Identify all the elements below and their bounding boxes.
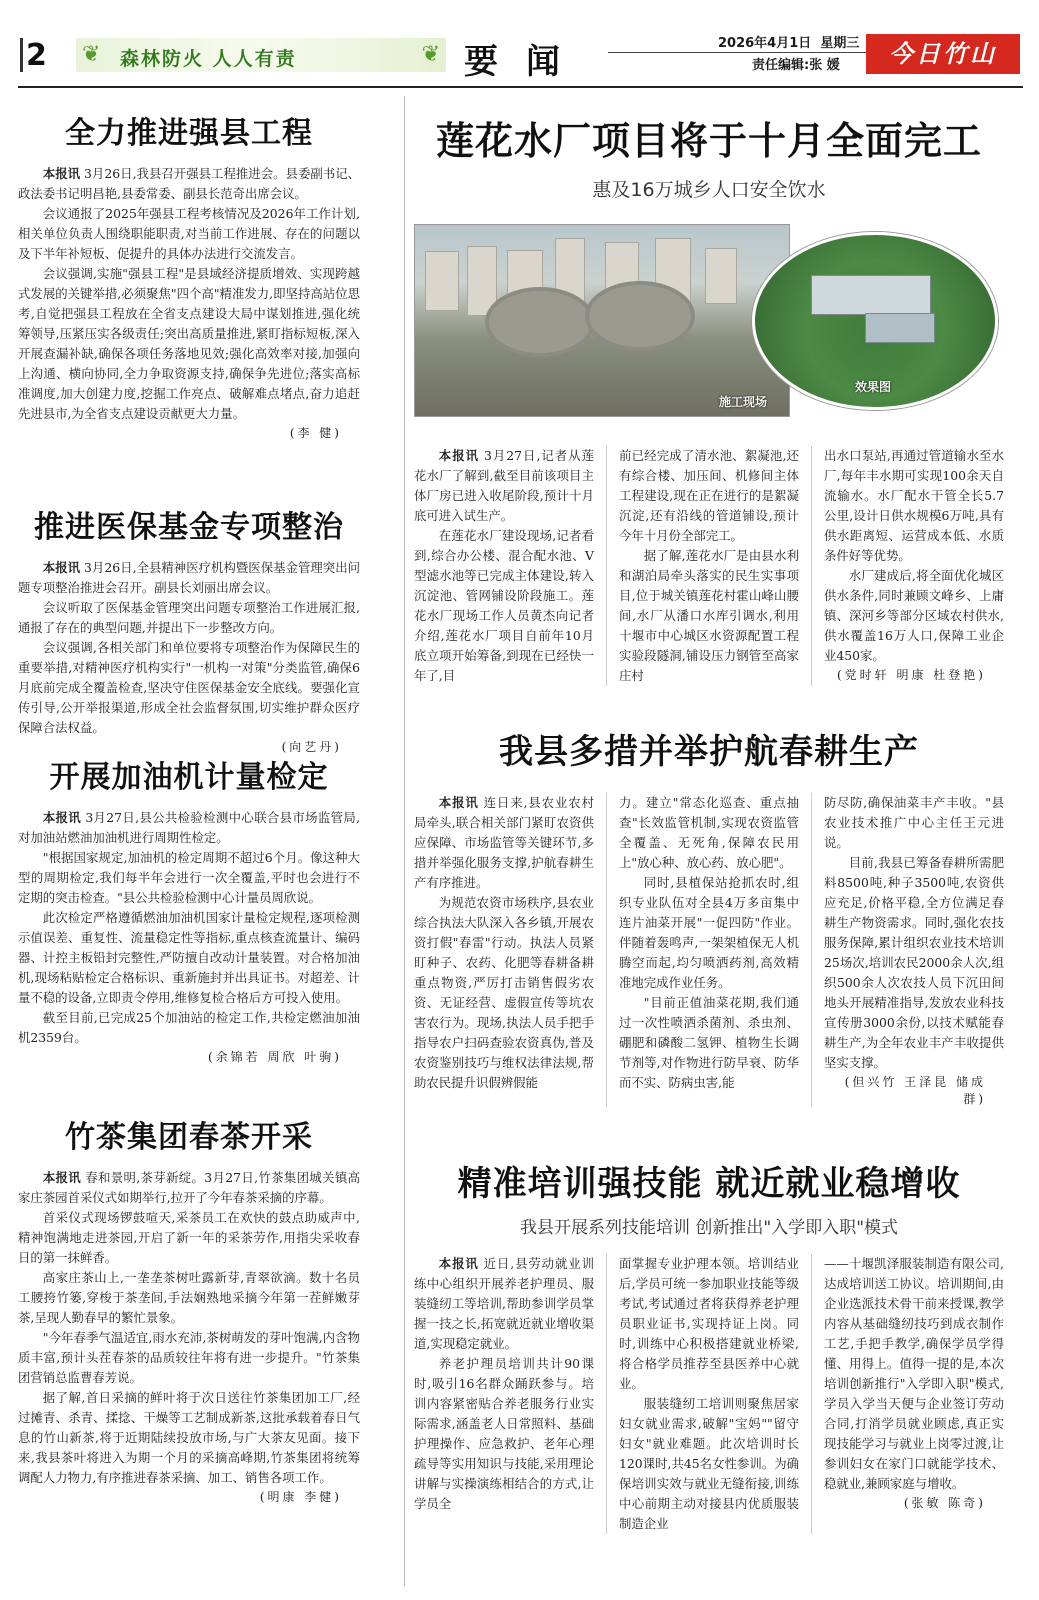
issue-date [718,32,859,51]
article-column [824,446,1004,666]
tank-shape [585,281,695,351]
paragraph: 会议通报了2025年强县工程考核情况及2026年工作计划,相关单位负责人围绕职能职责,对当前工作进展、存在的问题以及下半年补短板、促提升的具体办法进行交流发言。 [18,206,360,261]
article-title: 开展加油机计量检定 [49,760,329,795]
dateline: 本报讯 [42,810,82,825]
article-body [18,164,360,424]
paragraph: 会议强调,各相关部门和单位要将专项整治作为保障民生的重要举措,对精神医疗机构实行"一机构一对策"分类监管,确保6月底前完成全覆盖检查,坚决守住医保基金安全底线。要强化宣传引导,公开举报渠道,形成全社会监督氛围,切实维护群众医疗保障合法权益。 [18,640,360,735]
paragraph: 会议听取了医保基金管理突出问题专项整治工作进展汇报,通报了存在的典型问题,并提出下一步整改方向。 [18,600,360,635]
paragraph: 首采仪式现场锣鼓喧天,采茶员工在欢快的鼓点助威声中,精神饱满地走进茶园,开启了新一年的采茶劳作,用指尖采收春日的第一抹鲜香。 [18,1210,360,1265]
brand-logo: 今日竹山 [866,34,1020,74]
slogan-banner [76,38,446,72]
article-byline: (李 健) [289,426,342,440]
leaf-icon: ❦ [421,42,440,67]
header-rule [608,52,868,53]
article-body [18,558,360,738]
paragraph: 目前,我县已筹备春耕所需肥料8500吨,种子3500吨,农资供应充足,价格平稳,全方位满足春耕生产物资需求。同时,强化农技服务保障,累计组织农业技术培训25场次,培训农民2000余人次,组织500余人次农技人员下沉田间地头开展精准指导,发放农业科技宣传册3000余份,以技术赋能春耕生产,为全年农业丰产丰收提供坚实支撑。 [824,855,1004,1070]
paragraph: 会议强调,实施"强县工程"是县域经济提质增效、实现跨越式发展的关键举措,必须聚焦"四个高"精准发力,即坚持高站位思考,自觉把强县工程放在全省支点建设大局中谋划推进,强化统筹领导,压紧压实各级责任;突出高质量推进,紧盯指标短板,深入开展查漏补缺,确保各项任务落地见效;强化高效率对接,加强向上沟通、横向协同,全力争取资源支持,确保争先进位;落实高标准调度,加大创建力度,挖掘工作亮点、破解难点堵点,奋力追赶先进县市,为全省支点建设贡献更大力量。 [18,266,360,421]
article-byline: (向艺丹) [281,740,342,754]
article-title: 精准培训强技能 就近就业稳增收 [457,1164,961,1204]
article-body [18,1168,360,1488]
paragraph: 高家庄茶山上,一垄垄茶树吐露新芽,青翠欲滴。数十名员工腰挎竹篓,穿梭于茶垄间,手法娴熟地采摘今年第一茬鲜嫩芽茶,呈现人勤春早的繁忙景象。 [18,1270,360,1325]
paragraph: "根据国家规定,加油机的检定周期不超过6个月。像这种大型的周期检定,我们每半年会进行一次全覆盖,平时也会进行不定期的突击检查。"县公共检验检测中心计量员周欣说。 [18,850,360,905]
article-fuel-dispenser [18,752,360,1065]
column-rule [606,446,607,686]
paragraph: 水厂建成后,将全面优化城区供水条件,同时兼顾文峰乡、上庸镇、深河乡等部分区域农村供水,供水覆盖16万人口,保障工业企业450家。 [824,568,1004,663]
article-column [824,1254,1004,1494]
article-byline: (党时轩 明康 杜登艳) [837,668,986,682]
article-title: 竹茶集团春茶开采 [65,1120,313,1155]
column-rule [606,793,607,1107]
article-column [414,793,594,1107]
article-column [414,1254,594,1534]
weekday: 星期三 [820,36,860,51]
article-subtitle: 我县开展系列技能培训 创新推出"入学即入职"模式 [519,1218,899,1238]
page-number: 2 [26,38,47,73]
dateline: 本报讯 [42,166,81,181]
paragraph: 面掌握专业护理本领。培训结业后,学员可统一参加职业技能等级考试,考试通过者将获得养老护理员职业证书,实现持证上岗。同时,训练中心积极搭建就业桥梁,将合格学员推荐至县医养中心就业。 [619,1256,799,1391]
article-column [619,1254,799,1534]
paragraph: 本报讯 春和景明,茶芽新绽。3月27日,竹茶集团城关镇高家庄茶园首采仪式如期举行,拉开了今年春茶采摘的序幕。 [18,1170,361,1205]
paragraph: 防尽防,确保油菜丰产丰收。"县农业技术推广中心主任王元进说。 [824,795,1004,850]
masthead [18,30,1023,80]
article-column [619,793,799,1107]
column-divider [404,96,405,1586]
dateline: 本报讯 [438,448,480,463]
paragraph: "目前正值油菜花期,我们通过一次性喷洒杀菌剂、杀虫剂、硼肥和磷酸二氢钾、植物生长调节剂等,对作物进行防早衰、防华而不实、防病虫害,能 [619,995,799,1090]
slogan-text: 森林防火 人人有责 [120,48,297,70]
date: 2026年4月1日 [718,36,812,51]
article-body [18,808,360,1048]
photo-caption: 施工现场 [718,395,767,409]
paragraph: 本报讯 3月26日,全县精神医疗机构暨医保基金管理突出问题专项整治推进会召开。副县长刘丽出席会议。 [18,560,361,595]
rendering-photo [752,232,998,410]
column-rule [606,1254,607,1534]
article-medical-insurance [18,502,360,755]
article-byline: (张敏 陈奇) [903,1496,986,1510]
paragraph: 据了解,首日采摘的鲜叶将于次日送往竹茶集团加工厂,经过摊青、杀青、揉捻、干燥等工艺制成新茶,这批承载着春日气息的竹山新茶,将于近期陆续投放市场,与广大茶友见面。接下来,我县茶叶将进入为期一个月的采摘高峰期,竹茶集团将统筹调配人力物力,有序推进春茶采摘、加工、销售各项工作。 [18,1390,360,1485]
column-rule [811,1254,812,1534]
article-spring-tea [18,1112,360,1505]
article-title: 全力推进强县工程 [65,116,313,151]
paragraph: 前已经完成了清水池、絮凝池,还有综合楼、加压间、机修间主体工程建设,现在正在进行的是絮凝沉淀,还有沿线的管道铺设,预计今年十月份全部完工。 [619,448,799,543]
article-water-plant [414,110,1004,202]
article-title: 推进医保基金专项整治 [34,510,344,545]
paragraph: 本报讯 近日,县劳动就业训练中心组织开展养老护理员、服装缝纫工等培训,帮助参训学员掌握一技之长,拓宽就近就业增收渠道,实现稳定就业。 [414,1256,594,1351]
article-title: 我县多措并举护航春耕生产 [499,732,919,772]
article-column [619,446,799,686]
paragraph: 在莲花水厂建设现场,记者看到,综合办公楼、混合配水池、V型滤水池等已完成主体建设,转入沉淀池、管网铺设阶段施工。莲花水厂现场工作人员黄杰向记者介绍,莲花水厂项目自前年10月底立项开始筹备,到现在已经快一年了,目 [414,528,594,683]
paragraph: 本报讯 连日来,县农业农村局牵头,联合相关部门紧盯农资供应保障、市场监管等关键环节,多措并举强化服务支撑,护航春耕生产有序推进。 [414,795,594,890]
water-plant-body [414,446,1004,686]
dateline: 本报讯 [42,1170,82,1185]
paragraph: "今年春季气温适宜,雨水充沛,茶树萌发的芽叶饱满,内含物质丰富,预计头茬春茶的品质较往年将有进一步提升。"竹茶集团营销总监曹春芳说。 [18,1330,360,1385]
building-shape [425,251,459,311]
construction-photo [414,224,790,417]
editor-credit: 责任编辑:张 媛 [752,58,840,73]
tank-shape [485,287,595,357]
paragraph: 本报讯 3月27日,记者从莲花水厂了解到,截至目前该项目主体厂房已进入收尾阶段,预计十月底可进入试生产。 [414,448,595,523]
building-shape [865,313,935,343]
masthead-rule [18,86,1023,88]
article-title: 莲花水厂项目将于十月全面完工 [435,118,982,163]
paragraph: 本报讯 3月27日,县公共检验检测中心联合县市场监管局,对加油站燃油加油机进行周期性检定。 [18,810,361,845]
paragraph: ——十堰凯泽服装制造有限公司,达成培训送工协议。培训期间,由企业选派技术骨干前来授课,教学内容从基础缝纫技巧到成衣制作工艺,手把手教学,确保学员学得懂、用得上。值得一提的是,本次培训创新推行"入学即入职"模式,学员入学当天便与企业签订劳动合同,打消学员就业顾虑,真正实现技能学习与就业上岗零过渡,让参训妇女在家门口就能学技术、稳就业,兼顾家庭与增收。 [824,1256,1004,1491]
article-strong-county [18,108,360,441]
article-column [824,793,1004,1073]
page-number-bar [20,38,23,72]
column-rule [811,793,812,1107]
dateline: 本报讯 [438,1256,479,1271]
paragraph: 出水口泵站,再通过管道输水至水厂,每年丰水期可实现100余天自流输水。水厂配水干管全长5.7公里,设计日供水规模6万吨,具有供水距离短、运营成本低、水质条件好等优势。 [824,448,1004,563]
dateline: 本报讯 [42,560,81,575]
paragraph: 同时,县植保站抢抓农时,组织专业队伍对全县4万多亩集中连片油菜开展"一促四防"作业。伴随着轰鸣声,一架架植保无人机腾空而起,均匀喷洒药剂,高效精准地完成作业任务。 [619,875,799,990]
photo-caption: 效果图 [855,380,892,394]
paragraph: 本报讯 3月26日,我县召开强县工程推进会。县委副书记、政法委书记明昌艳,县委常委、副县长范奇出席会议。 [18,166,361,201]
article-subtitle: 惠及16万城乡人口安全饮水 [592,179,826,201]
article-spring-plowing [414,724,1004,1107]
dateline: 本报讯 [438,795,479,810]
article-column [414,446,594,686]
paragraph: 服装缝纫工培训则聚焦居家妇女就业需求,破解"宝妈""留守妇女"就业难题。此次培训时长120课时,共45名女性参训。为确保培训实效与就业无缝衔接,训练中心前期主动对接县内优质服装制造企业 [619,1396,799,1531]
paragraph: 截至目前,已完成25个加油站的检定工作,共检定燃油加油机2359台。 [18,1010,360,1045]
paragraph: 据了解,莲花水厂是由县水利和湖泊局牵头落实的民生实事项目,位于城关镇莲花村霍山峰山腰间,水厂从潘口水库引调水,利用十堰市中心城区水资源配置工程实验段隧洞,铺设压力钢管至高家庄村 [619,548,799,683]
building-shape [811,275,931,315]
building-shape [705,248,737,304]
paragraph: 为规范农资市场秩序,县农业综合执法大队深入各乡镇,开展农资打假"春雷"行动。执法人员紧盯种子、农药、化肥等春耕备耕重点物资,严厉打击销售假劣农资、无证经营、虚假宣传等坑农害农行为。现场,执法人员手把手指导农户扫码查验农资真伪,普及农资鉴别技巧与维权法律法规,帮助农民提升识假辨假能 [414,895,594,1090]
article-skills-training [414,1156,1004,1534]
column-rule [811,446,812,686]
paragraph: 此次检定严格遵循燃油加油机国家计量检定规程,逐项检测示值误差、重复性、流量稳定性等指标,重点核查流量计、编码器、计控主板铅封完整性,严防擅自改动计量装置。对合格加油机,现场粘贴检定合格标识、重新施封并出具证书。对超差、计量不稳的设备,立即责令停用,维修复检合格后方可投入使用。 [18,910,360,1005]
article-byline: (明康 李健) [259,1490,342,1504]
section-title: 要闻 [464,42,588,82]
leaf-icon: ❦ [82,42,101,67]
paragraph: 养老护理员培训共计90课时,吸引16名群众踊跃参与。培训内容紧密贴合养老服务行业实际需求,涵盖老人日常照料、基础护理操作、应急救护、老年心理疏导等实用知识与技能,采用理论讲解与实操演练相结合的方式,让学员全 [414,1356,594,1511]
paragraph: 力。建立"常态化巡查、重点抽查"长效监管机制,实现农资监管全覆盖、无死角,保障农民用上"放心种、放心药、放心肥"。 [619,795,799,870]
article-byline: (但兴竹 王泽昆 储成群) [844,1075,986,1106]
article-byline: (余锦若 周欣 叶驹) [208,1050,342,1064]
